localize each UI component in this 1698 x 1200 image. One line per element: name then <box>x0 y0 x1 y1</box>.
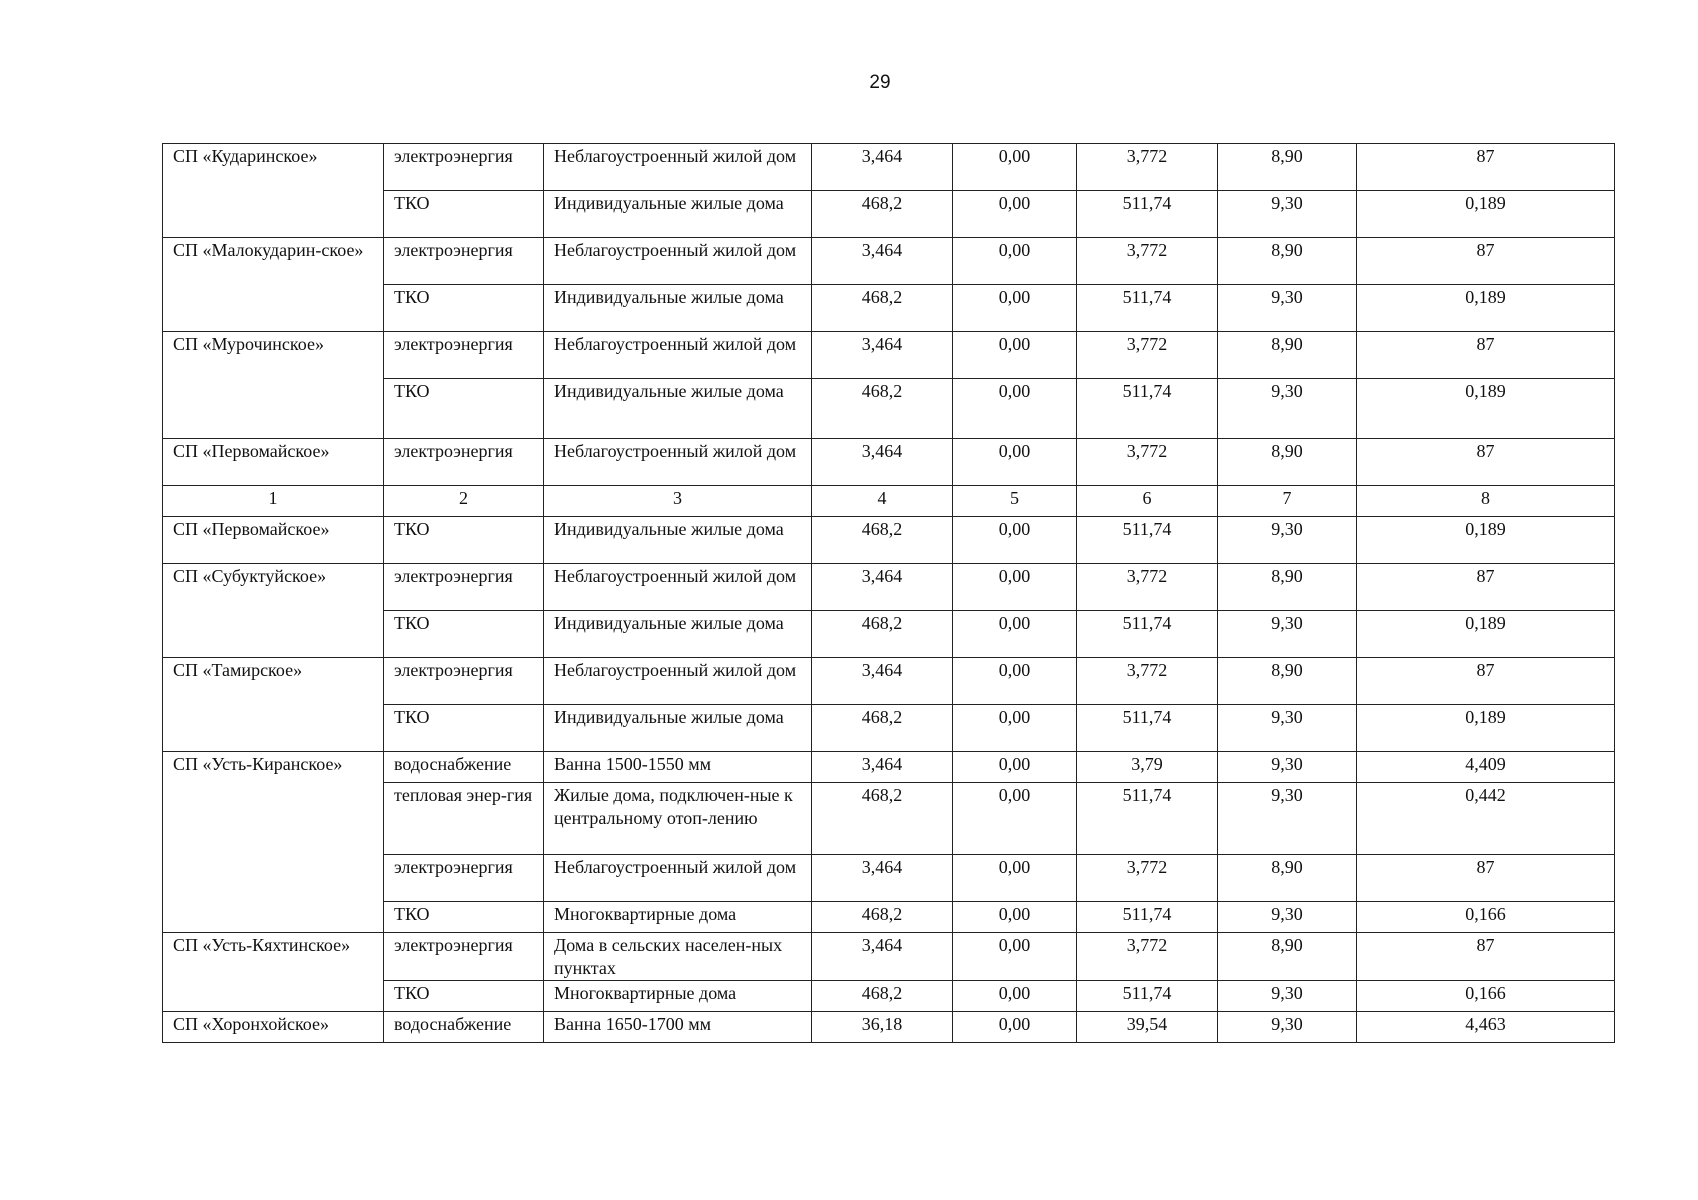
value-cell-c7: 9,30 <box>1218 379 1357 439</box>
value-cell-c5: 0,00 <box>953 658 1077 705</box>
value-cell-c4: 3,464 <box>812 564 953 611</box>
value-cell-c5: 0,00 <box>953 285 1077 332</box>
value-cell-c8: 4,463 <box>1357 1012 1615 1043</box>
housing-type-cell: Многоквартирные дома <box>544 981 812 1012</box>
service-cell: электроэнергия <box>384 658 544 705</box>
value-cell-c4: 468,2 <box>812 611 953 658</box>
service-cell: ТКО <box>384 191 544 238</box>
value-cell-c4: 36,18 <box>812 1012 953 1043</box>
tariff-table <box>162 143 1615 1043</box>
value-cell-c6: 511,74 <box>1077 191 1218 238</box>
service-cell: ТКО <box>384 902 544 933</box>
column-number-row <box>163 486 1615 517</box>
value-cell-c8: 0,189 <box>1357 379 1615 439</box>
housing-type-cell: Ванна 1650-1700 мм <box>544 1012 812 1043</box>
housing-type-cell: Индивидуальные жилые дома <box>544 379 812 439</box>
value-cell-c6: 3,79 <box>1077 752 1218 783</box>
page-number: 29 <box>869 72 891 93</box>
settlement-cell: СП «Усть-Кяхтинское» <box>163 933 384 1012</box>
value-cell-c5: 0,00 <box>953 902 1077 933</box>
value-cell-c5: 0,00 <box>953 855 1077 902</box>
value-cell-c5: 0,00 <box>953 238 1077 285</box>
value-cell-c8: 87 <box>1357 238 1615 285</box>
service-cell: ТКО <box>384 611 544 658</box>
value-cell-c6: 3,772 <box>1077 238 1218 285</box>
value-cell-c8: 87 <box>1357 439 1615 486</box>
value-cell-c4: 468,2 <box>812 379 953 439</box>
value-cell-c8: 0,166 <box>1357 981 1615 1012</box>
service-cell: электроэнергия <box>384 564 544 611</box>
value-cell-c6: 3,772 <box>1077 332 1218 379</box>
value-cell-c7: 8,90 <box>1218 439 1357 486</box>
value-cell-c5: 0,00 <box>953 783 1077 855</box>
value-cell-c5: 0,00 <box>953 752 1077 783</box>
housing-type-cell: Неблагоустроенный жилой дом <box>544 238 812 285</box>
service-cell: ТКО <box>384 379 544 439</box>
value-cell-c7: 9,30 <box>1218 191 1357 238</box>
value-cell-c5: 0,00 <box>953 439 1077 486</box>
value-cell-c6: 3,772 <box>1077 439 1218 486</box>
value-cell-c6: 3,772 <box>1077 658 1218 705</box>
housing-type-cell: Неблагоустроенный жилой дом <box>544 332 812 379</box>
settlement-cell: СП «Первомайское» <box>163 517 384 564</box>
value-cell-c8: 4,409 <box>1357 752 1615 783</box>
value-cell-c6: 3,772 <box>1077 144 1218 191</box>
value-cell-c4: 468,2 <box>812 191 953 238</box>
service-cell: электроэнергия <box>384 332 544 379</box>
value-cell-c4: 3,464 <box>812 439 953 486</box>
table-row <box>163 238 1615 285</box>
value-cell-c8: 87 <box>1357 332 1615 379</box>
housing-type-cell: Неблагоустроенный жилой дом <box>544 658 812 705</box>
value-cell-c6: 511,74 <box>1077 517 1218 564</box>
value-cell-c4: 3,464 <box>812 238 953 285</box>
value-cell-c8: 87 <box>1357 564 1615 611</box>
value-cell-c8: 0,442 <box>1357 783 1615 855</box>
value-cell-c5: 0,00 <box>953 564 1077 611</box>
housing-type-cell: Многоквартирные дома <box>544 902 812 933</box>
value-cell-c7: 8,90 <box>1218 855 1357 902</box>
value-cell-c8: 0,189 <box>1357 611 1615 658</box>
service-cell: ТКО <box>384 517 544 564</box>
service-cell: водоснабжение <box>384 752 544 783</box>
value-cell-c5: 0,00 <box>953 981 1077 1012</box>
value-cell-c7: 8,90 <box>1218 144 1357 191</box>
settlement-cell: СП «Тамирское» <box>163 658 384 752</box>
housing-type-cell: Индивидуальные жилые дома <box>544 285 812 332</box>
table-row <box>163 332 1615 379</box>
value-cell-c5: 0,00 <box>953 611 1077 658</box>
settlement-cell: СП «Мурочинское» <box>163 332 384 439</box>
value-cell-c7: 9,30 <box>1218 611 1357 658</box>
value-cell-c8: 87 <box>1357 933 1615 981</box>
column-number-cell: 2 <box>384 486 544 517</box>
service-cell: электроэнергия <box>384 144 544 191</box>
service-cell: ТКО <box>384 981 544 1012</box>
value-cell-c4: 468,2 <box>812 285 953 332</box>
service-cell: водоснабжение <box>384 1012 544 1043</box>
value-cell-c5: 0,00 <box>953 933 1077 981</box>
column-number-cell: 8 <box>1357 486 1615 517</box>
column-number-cell: 4 <box>812 486 953 517</box>
value-cell-c8: 0,189 <box>1357 285 1615 332</box>
value-cell-c6: 511,74 <box>1077 705 1218 752</box>
value-cell-c4: 3,464 <box>812 658 953 705</box>
value-cell-c7: 9,30 <box>1218 902 1357 933</box>
settlement-cell: СП «Хоронхойское» <box>163 1012 384 1043</box>
value-cell-c7: 9,30 <box>1218 783 1357 855</box>
settlement-cell: СП «Малокударин-ское» <box>163 238 384 332</box>
table-row <box>163 439 1615 486</box>
value-cell-c4: 3,464 <box>812 332 953 379</box>
value-cell-c4: 3,464 <box>812 752 953 783</box>
value-cell-c6: 3,772 <box>1077 855 1218 902</box>
settlement-cell: СП «Кударинское» <box>163 144 384 238</box>
value-cell-c4: 468,2 <box>812 981 953 1012</box>
housing-type-cell: Дома в сельских населен-ных пунктах <box>544 933 812 981</box>
value-cell-c8: 87 <box>1357 658 1615 705</box>
housing-type-cell: Неблагоустроенный жилой дом <box>544 855 812 902</box>
value-cell-c7: 8,90 <box>1218 238 1357 285</box>
housing-type-cell: Жилые дома, подключен-ные к центральному отоп-лению <box>544 783 812 855</box>
value-cell-c7: 9,30 <box>1218 705 1357 752</box>
service-cell: электроэнергия <box>384 933 544 981</box>
table-row <box>163 517 1615 564</box>
value-cell-c8: 0,166 <box>1357 902 1615 933</box>
value-cell-c7: 9,30 <box>1218 1012 1357 1043</box>
value-cell-c4: 468,2 <box>812 517 953 564</box>
value-cell-c4: 3,464 <box>812 144 953 191</box>
table-row <box>163 933 1615 981</box>
value-cell-c7: 9,30 <box>1218 517 1357 564</box>
housing-type-cell: Индивидуальные жилые дома <box>544 191 812 238</box>
service-cell: электроэнергия <box>384 855 544 902</box>
service-cell: ТКО <box>384 705 544 752</box>
service-cell: электроэнергия <box>384 439 544 486</box>
housing-type-cell: Ванна 1500-1550 мм <box>544 752 812 783</box>
value-cell-c7: 9,30 <box>1218 285 1357 332</box>
column-number-cell: 3 <box>544 486 812 517</box>
housing-type-cell: Индивидуальные жилые дома <box>544 705 812 752</box>
value-cell-c6: 39,54 <box>1077 1012 1218 1043</box>
value-cell-c8: 0,189 <box>1357 517 1615 564</box>
value-cell-c8: 0,189 <box>1357 705 1615 752</box>
value-cell-c5: 0,00 <box>953 191 1077 238</box>
column-number-cell: 1 <box>163 486 384 517</box>
value-cell-c7: 8,90 <box>1218 332 1357 379</box>
table-row <box>163 1012 1615 1043</box>
settlement-cell: СП «Усть-Киранское» <box>163 752 384 933</box>
housing-type-cell: Неблагоустроенный жилой дом <box>544 439 812 486</box>
service-cell: электроэнергия <box>384 238 544 285</box>
value-cell-c6: 3,772 <box>1077 933 1218 981</box>
housing-type-cell: Индивидуальные жилые дома <box>544 517 812 564</box>
value-cell-c5: 0,00 <box>953 1012 1077 1043</box>
housing-type-cell: Индивидуальные жилые дома <box>544 611 812 658</box>
value-cell-c4: 468,2 <box>812 705 953 752</box>
value-cell-c8: 87 <box>1357 855 1615 902</box>
value-cell-c7: 9,30 <box>1218 752 1357 783</box>
value-cell-c6: 511,74 <box>1077 783 1218 855</box>
housing-type-cell: Неблагоустроенный жилой дом <box>544 144 812 191</box>
table-row <box>163 564 1615 611</box>
value-cell-c5: 0,00 <box>953 144 1077 191</box>
value-cell-c6: 511,74 <box>1077 285 1218 332</box>
column-number-cell: 5 <box>953 486 1077 517</box>
value-cell-c5: 0,00 <box>953 517 1077 564</box>
value-cell-c8: 87 <box>1357 144 1615 191</box>
value-cell-c4: 3,464 <box>812 855 953 902</box>
service-cell: ТКО <box>384 285 544 332</box>
housing-type-cell: Неблагоустроенный жилой дом <box>544 564 812 611</box>
table-row <box>163 658 1615 705</box>
value-cell-c6: 511,74 <box>1077 902 1218 933</box>
value-cell-c6: 511,74 <box>1077 611 1218 658</box>
value-cell-c7: 9,30 <box>1218 981 1357 1012</box>
value-cell-c7: 8,90 <box>1218 564 1357 611</box>
value-cell-c4: 468,2 <box>812 783 953 855</box>
value-cell-c7: 8,90 <box>1218 933 1357 981</box>
settlement-cell: СП «Первомайское» <box>163 439 384 486</box>
value-cell-c6: 3,772 <box>1077 564 1218 611</box>
value-cell-c5: 0,00 <box>953 705 1077 752</box>
table-body <box>163 144 1615 1043</box>
value-cell-c6: 511,74 <box>1077 379 1218 439</box>
column-number-cell: 7 <box>1218 486 1357 517</box>
value-cell-c6: 511,74 <box>1077 981 1218 1012</box>
value-cell-c5: 0,00 <box>953 379 1077 439</box>
service-cell: тепловая энер-гия <box>384 783 544 855</box>
value-cell-c8: 0,189 <box>1357 191 1615 238</box>
table-row <box>163 144 1615 191</box>
value-cell-c5: 0,00 <box>953 332 1077 379</box>
value-cell-c4: 3,464 <box>812 933 953 981</box>
table-row <box>163 752 1615 783</box>
value-cell-c7: 8,90 <box>1218 658 1357 705</box>
column-number-cell: 6 <box>1077 486 1218 517</box>
value-cell-c4: 468,2 <box>812 902 953 933</box>
settlement-cell: СП «Субуктуйское» <box>163 564 384 658</box>
